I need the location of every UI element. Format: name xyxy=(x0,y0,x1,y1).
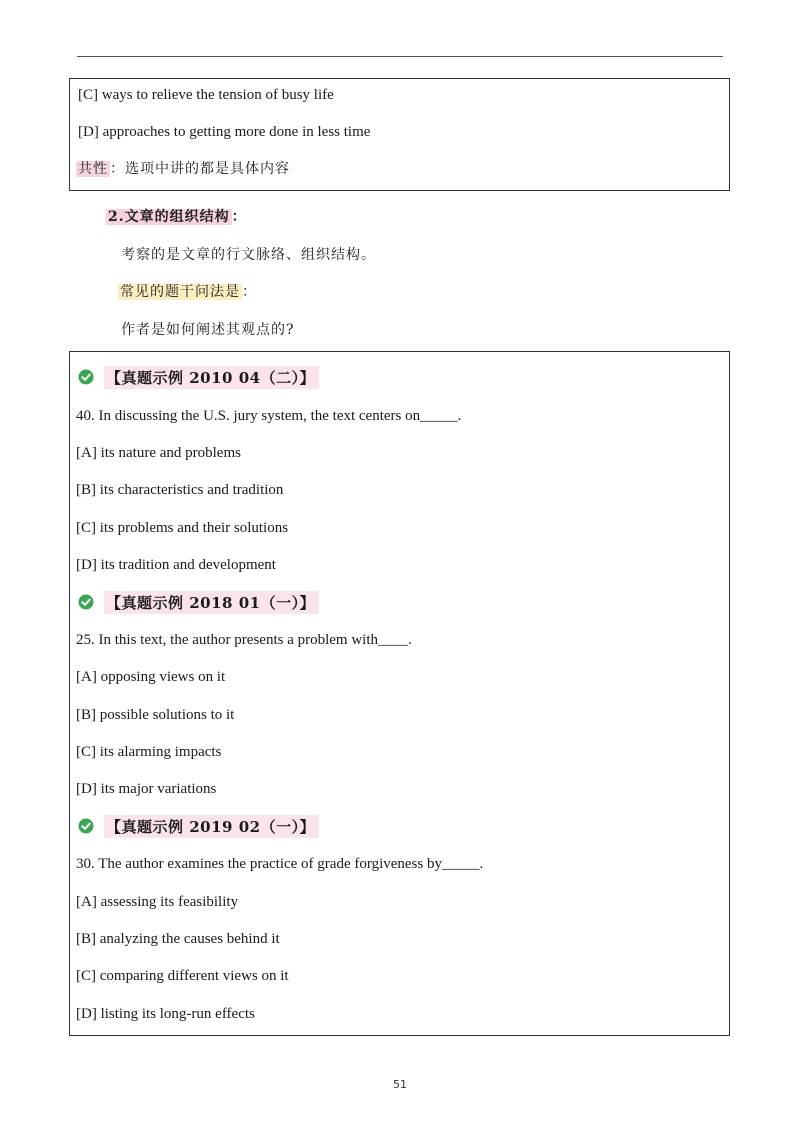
option-b: [B] possible solutions to it xyxy=(76,707,235,723)
check-circle-icon xyxy=(78,818,94,834)
page-number: 51 xyxy=(393,1078,407,1091)
check-circle-icon xyxy=(78,369,94,385)
example-label: 【真题示例 2018 01（一）】 xyxy=(104,591,319,614)
example-header xyxy=(78,591,319,613)
commonality-line xyxy=(76,159,290,179)
section-description: 考察的是文章的行文脉络、组织结构。 xyxy=(121,247,376,263)
check-circle-icon xyxy=(78,594,94,610)
option-c: [C] comparing different views on it xyxy=(76,968,289,984)
option-d: [D] listing its long-run effects xyxy=(76,1006,255,1022)
example-label: 【真题示例 2019 02（一）】 xyxy=(104,815,319,838)
question-form-line xyxy=(118,282,257,302)
example-label: 【真题示例 2010 04（二）】 xyxy=(104,366,319,389)
option-d: [D] its major variations xyxy=(76,781,217,797)
example-header xyxy=(78,815,319,837)
option-c: [C] its alarming impacts xyxy=(76,744,222,760)
commonality-text: 选项中讲的都是具体内容 xyxy=(125,161,290,177)
question-form-label: 常见的题干问法是 xyxy=(120,284,240,300)
header-rule xyxy=(77,56,723,57)
question-form-example: 作者是如何阐述其观点的? xyxy=(121,322,295,338)
option-a: [A] assessing its feasibility xyxy=(76,894,239,910)
option-c: [C] its problems and their solutions xyxy=(76,520,289,536)
commonality-sep: ： xyxy=(110,161,125,177)
option-c: [C] ways to relieve the tension of busy life xyxy=(78,87,334,103)
question-text: 30. The author examines the practice of grade forgiveness by_____. xyxy=(76,856,484,872)
section-title-sep: ： xyxy=(231,209,247,225)
example-header xyxy=(78,366,319,388)
question-text: 40. In discussing the U.S. jury system, the text centers on_____. xyxy=(76,408,462,424)
option-b: [B] its characteristics and tradition xyxy=(76,482,284,498)
option-d: [D] approaches to getting more done in less time xyxy=(78,124,371,140)
option-d: [D] its tradition and development xyxy=(76,557,276,573)
option-b: [B] analyzing the causes behind it xyxy=(76,931,280,947)
commonality-label: 共性 xyxy=(78,161,108,177)
option-a: [A] opposing views on it xyxy=(76,669,226,685)
question-text: 25. In this text, the author presents a problem with____. xyxy=(76,632,412,648)
option-a: [A] its nature and problems xyxy=(76,445,241,461)
section-title-line xyxy=(106,207,247,227)
question-form-sep: ： xyxy=(242,284,257,300)
section-title: 2.文章的组织结构 xyxy=(108,209,230,225)
